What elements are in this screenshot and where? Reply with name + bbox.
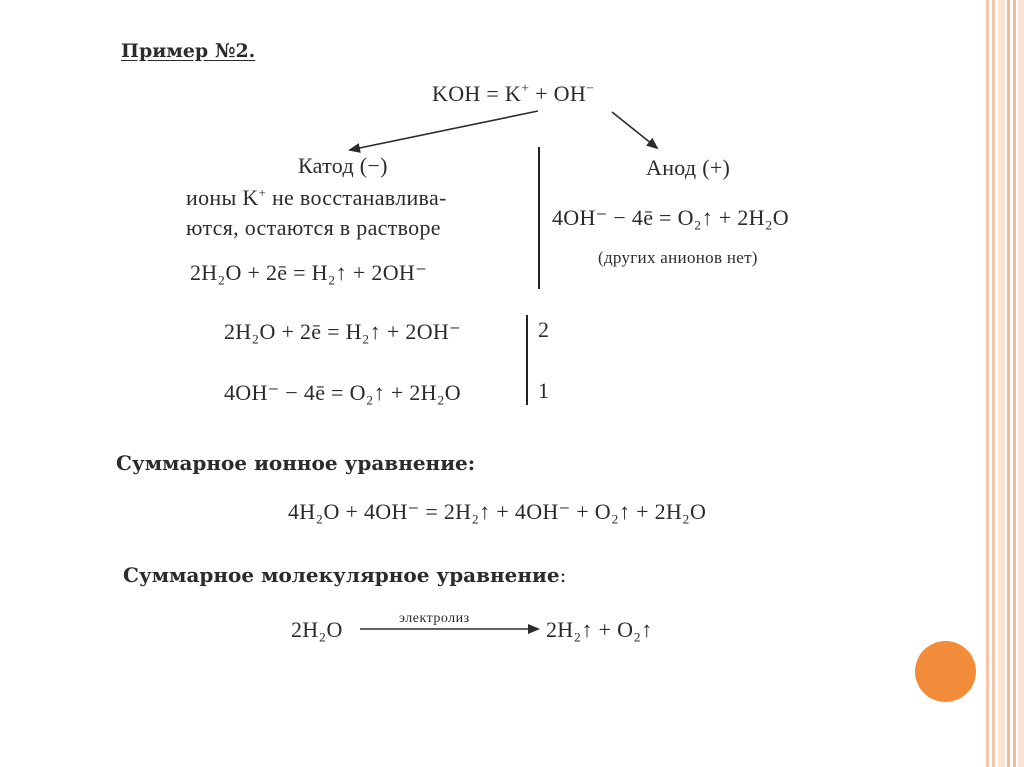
balance-coef-2: 1 (538, 378, 550, 403)
decorative-circle (915, 641, 976, 702)
cathode-text-sup: + (258, 185, 267, 201)
cathode-text-line2: ются, остаются в растворе (186, 215, 441, 240)
divider-line (538, 147, 540, 289)
cathode-text-line1 (186, 187, 447, 209)
balance-coef-1: 2 (538, 317, 550, 342)
molecular-title (123, 565, 566, 585)
anode-header: Анод (+) (646, 155, 731, 180)
cathode-header: Катод (−) (298, 153, 388, 178)
dissociation-lhs: KOH (432, 81, 481, 106)
molecular-title-text: Суммарное молекулярное уравнение (123, 563, 560, 587)
anion: OH (553, 81, 587, 106)
cathode-text-a: ионы K (186, 185, 259, 210)
ionic-title: Суммарное ионное уравнение: (116, 451, 476, 475)
molecular-title-colon: : (559, 563, 567, 587)
arrow-to-cathode (350, 111, 538, 150)
cathode-reaction: 2H₂O + 2ē = H₂↑ + 2OH⁻ (190, 260, 427, 285)
balance-divider (526, 315, 528, 405)
anion-charge: − (586, 81, 595, 97)
balance-reaction-2: 4OH⁻ − 4ē = O₂↑ + 2H₂O (224, 380, 461, 405)
cathode-text-b: не восстанавлива- (266, 185, 447, 210)
molecular-lhs: 2H₂O (291, 617, 343, 642)
anode-note: (других анионов нет) (598, 248, 758, 267)
arrow-to-anode (612, 112, 657, 148)
plus-sign: + (535, 81, 548, 106)
balance-reaction-1: 2H₂O + 2ē = H₂↑ + 2OH⁻ (224, 319, 461, 344)
electrolysis-label: электролиз (399, 611, 470, 626)
cation: K (504, 81, 522, 106)
anode-reaction: 4OH⁻ − 4ē = O₂↑ + 2H₂O (552, 205, 789, 230)
molecular-rhs: 2H₂↑ + O₂↑ (546, 617, 653, 642)
slide-title: Пример №2. (121, 40, 256, 62)
ionic-equation: 4H₂O + 4OH⁻ = 2H₂↑ + 4OH⁻ + O₂↑ + 2H₂O (288, 499, 707, 524)
equals-sign: = (486, 81, 500, 106)
cation-charge: + (521, 81, 530, 97)
